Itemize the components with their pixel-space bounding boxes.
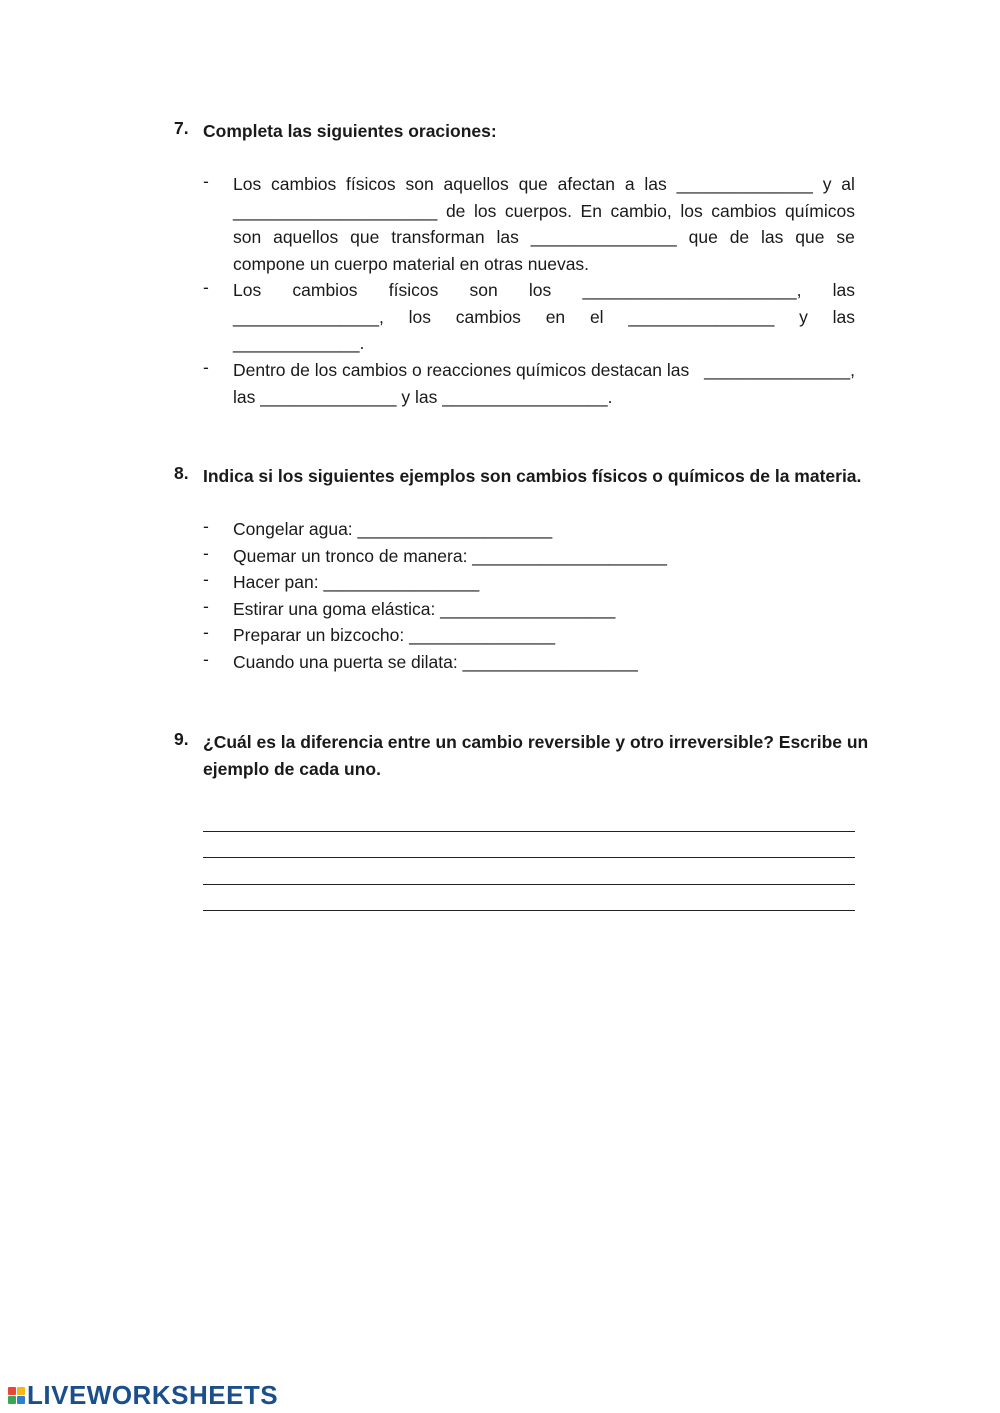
line-word: que [518, 174, 548, 194]
logo-block [17, 1387, 25, 1395]
answer-line[interactable] [203, 910, 855, 911]
line-word: al [841, 174, 855, 194]
line-word: las ______________ y las _________________. [233, 387, 613, 407]
logo-text: LIVEWORKSHEETS [27, 1380, 279, 1410]
line-word: aquellos [443, 174, 509, 194]
line-word: son [469, 280, 498, 300]
line-word: En [580, 201, 602, 221]
bullet-dash: - [203, 516, 209, 536]
q7-item1-line3 [233, 224, 855, 251]
list-item: Cuando una puerta se dilata: __________________ [233, 652, 638, 672]
bullet-dash: - [203, 596, 209, 616]
line-word: _____________. [233, 333, 365, 353]
q7-item1-line4 [233, 251, 855, 278]
line-word: el [589, 307, 604, 327]
line-word: compone un cuerpo material en otras nuevas. [233, 254, 590, 274]
line-word: se [836, 227, 855, 247]
line-word: y [822, 174, 832, 194]
bullet-dash: - [203, 171, 209, 191]
line-word: ______________ [676, 174, 813, 194]
logo-block [8, 1387, 16, 1395]
line-word: de [729, 227, 750, 247]
line-word: las [761, 227, 784, 247]
line-word: físicos [388, 280, 439, 300]
line-word: a [624, 174, 635, 194]
line-word: cambios [711, 201, 777, 221]
line-word: los [528, 280, 552, 300]
line-word: en [545, 307, 566, 327]
q7-item3-line2 [233, 384, 855, 411]
line-word: Dentro de los cambios o reacciones químicos destacan las [233, 360, 690, 380]
bullet-dash: - [203, 543, 209, 563]
list-item: Congelar agua: ____________________ [233, 519, 553, 539]
line-word: las [644, 174, 667, 194]
q7-item1-line1 [233, 171, 855, 198]
line-word: son [405, 174, 434, 194]
line-word: Los [233, 174, 262, 194]
line-word: los [680, 201, 703, 221]
q7-item2-line3 [233, 330, 855, 357]
logo-blocks-icon [8, 1387, 25, 1404]
line-word: Los [233, 280, 262, 300]
line-word: _______________, [233, 307, 384, 327]
list-item: Preparar un bizcocho: _______________ [233, 625, 556, 645]
line-word: aquellos [273, 227, 339, 247]
line-word: que [795, 227, 825, 247]
bullet-dash: - [203, 569, 209, 589]
line-word: los [473, 201, 497, 221]
line-word: y [799, 307, 808, 327]
line-word: químicos [784, 201, 855, 221]
line-word: transforman [391, 227, 485, 247]
bullet-dash: - [203, 622, 209, 642]
line-word: que [688, 227, 718, 247]
line-word: las [832, 280, 855, 300]
logo-block [8, 1396, 16, 1404]
list-item: Hacer pan: ________________ [233, 572, 480, 592]
line-word: cambios [271, 174, 337, 194]
line-word: cuerpos. [504, 201, 572, 221]
q7-item1-line2 [233, 198, 855, 225]
question-8-number: 8. [174, 463, 189, 483]
line-word: las [832, 307, 855, 327]
q7-item2-line2 [233, 304, 855, 331]
question-9-title-line1: ¿Cuál es la diferencia entre un cambio reversible y otro irreversible? Escribe un [203, 732, 869, 752]
line-word: que [350, 227, 380, 247]
logo-block [17, 1396, 25, 1404]
bullet-dash: - [203, 357, 209, 377]
question-8-title: Indica si los siguientes ejemplos son cambios físicos o químicos de la materia. [203, 466, 862, 486]
question-7-title: Completa las siguientes oraciones: [203, 121, 497, 141]
line-word: los [408, 307, 431, 327]
bullet-dash: - [203, 277, 209, 297]
line-word: físicos [346, 174, 396, 194]
line-word: cambios [292, 280, 358, 300]
question-7-number: 7. [174, 118, 189, 138]
answer-line[interactable] [203, 884, 855, 885]
q7-item3-line1 [233, 357, 855, 384]
liveworksheets-logo [8, 1381, 278, 1409]
line-word: son [233, 227, 262, 247]
line-word: las [496, 227, 519, 247]
line-word: cambio, [610, 201, 672, 221]
line-word: ______________________, [582, 280, 802, 300]
line-word: _______________ [628, 307, 775, 327]
line-word: de [445, 201, 466, 221]
question-9-title-line2: ejemplo de cada uno. [203, 759, 381, 779]
line-word: _______________ [530, 227, 677, 247]
line-word: afectan [557, 174, 615, 194]
line-word: _______________, [704, 360, 855, 380]
answer-line[interactable] [203, 857, 855, 858]
q7-item2-line1 [233, 277, 855, 304]
line-word: _____________________ [233, 201, 438, 221]
bullet-dash: - [203, 649, 209, 669]
question-9-number: 9. [174, 729, 189, 749]
answer-line[interactable] [203, 831, 855, 832]
list-item: Quemar un tronco de manera: ____________________ [233, 546, 667, 566]
line-word: cambios [455, 307, 521, 327]
list-item: Estirar una goma elástica: __________________ [233, 599, 616, 619]
